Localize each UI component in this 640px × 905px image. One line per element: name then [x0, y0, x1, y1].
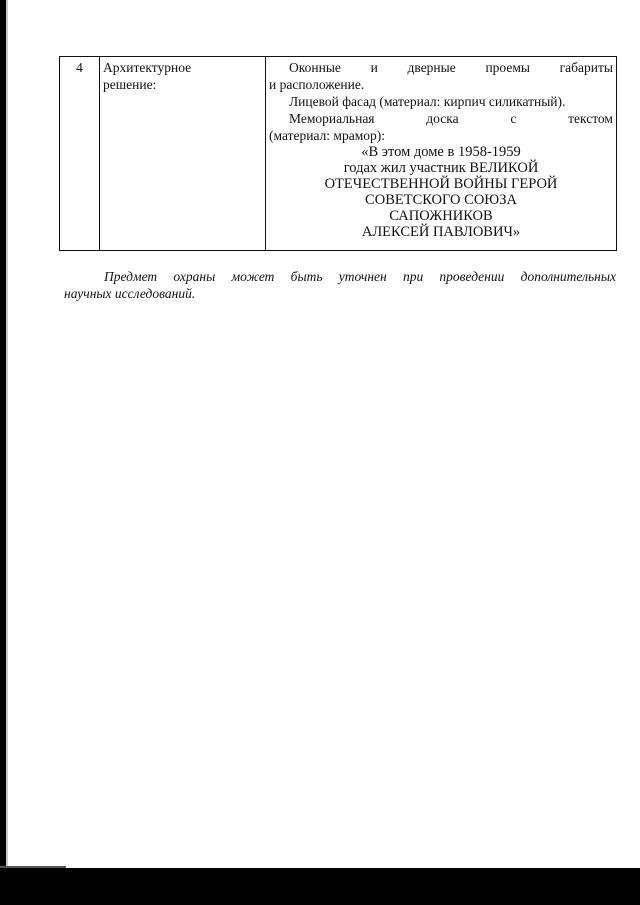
memorial-line: АЛЕКСЕЙ ПАВЛОВИЧ» — [361, 224, 521, 240]
scan-left-edge-shadow — [6, 0, 8, 905]
desc-word: текстом — [568, 111, 613, 126]
row-name-cell — [100, 57, 266, 251]
memorial-line: СОВЕТСКОГО СОЮЗА — [365, 192, 517, 208]
protection-table — [59, 56, 617, 251]
memorial-line: годах жил участник ВЕЛИКОЙ — [343, 160, 539, 176]
row-name-line1: Архитектурное — [103, 60, 192, 75]
row-description-cell — [266, 57, 617, 251]
memorial-line: САПОЖНИКОВ — [389, 208, 493, 224]
footnote-paragraph — [64, 268, 616, 302]
desc-word: с — [510, 111, 517, 126]
footnote-word: при — [402, 269, 424, 284]
desc-word: дверные — [407, 60, 456, 75]
desc-word: Оконные — [289, 60, 341, 75]
desc-word: Мемориальная — [289, 111, 375, 126]
desc-line-1 — [269, 59, 613, 76]
desc-word: габариты — [559, 60, 613, 75]
table-row — [60, 57, 617, 251]
footnote-word: Предмет — [104, 269, 158, 284]
scan-bottom-edge — [0, 868, 640, 905]
memorial-line: ОТЕЧЕСТВЕННОЙ ВОЙНЫ ГЕРОЙ — [324, 176, 558, 192]
footnote-word: охраны — [173, 269, 216, 284]
footnote-word: проведении — [439, 269, 505, 284]
row-name-line2: решение: — [103, 77, 157, 92]
footnote-word: уточнен — [338, 269, 387, 284]
memorial-plaque-text — [269, 144, 613, 240]
footnote-line-1 — [64, 268, 616, 285]
memorial-line: «В этом доме в 1958-1959 — [361, 144, 521, 160]
footnote-word: дополнительных — [520, 269, 616, 284]
row-number-cell — [60, 57, 100, 251]
footnote-word: может — [231, 269, 275, 284]
desc-word: доска — [426, 111, 459, 126]
footnote-word: быть — [290, 269, 323, 284]
row-number: 4 — [76, 60, 83, 75]
desc-word: проемы — [485, 60, 530, 75]
footnote-line-2: научных исследований. — [64, 286, 196, 301]
desc-word: и — [370, 60, 378, 75]
desc-line-5: (материал: мрамор): — [269, 128, 386, 143]
desc-line-3: Лицевой фасад (материал: кирпич силикатный). — [289, 94, 566, 109]
desc-line-4 — [269, 110, 613, 127]
desc-line-2: и расположение. — [269, 77, 365, 92]
